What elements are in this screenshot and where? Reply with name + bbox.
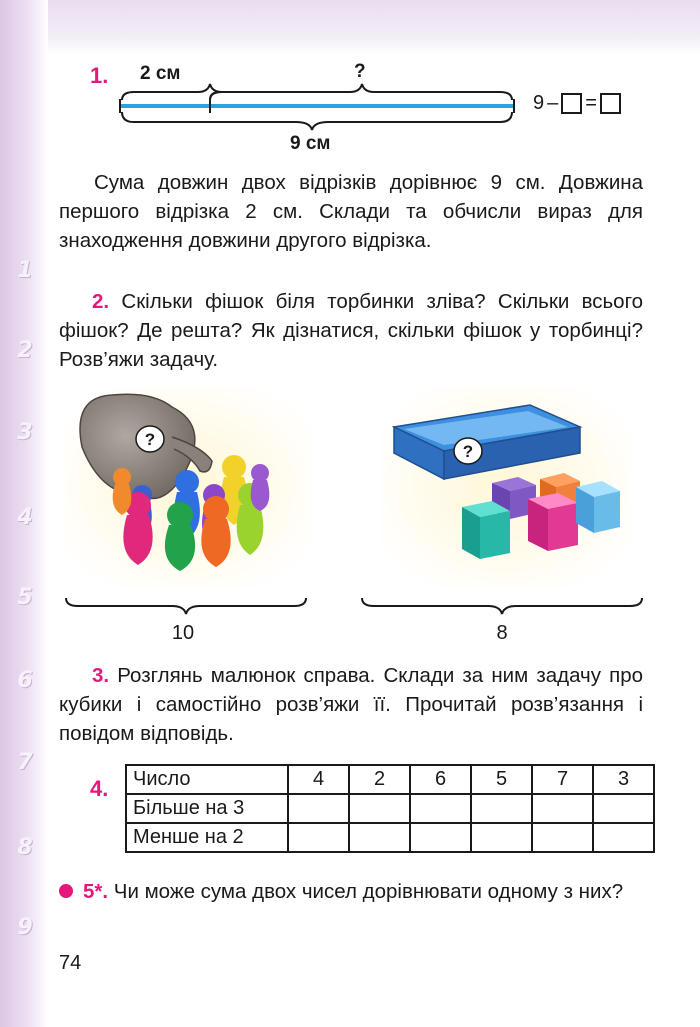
cube-pink [528, 493, 578, 551]
expression-minuend: 9 [533, 92, 545, 114]
task-1-number: 1. [90, 63, 109, 88]
segment-part-label: 2 см [140, 63, 181, 84]
side-number: 5 [17, 585, 33, 610]
row-header: Менше на 2 [126, 823, 288, 852]
side-number: 8 [17, 835, 33, 860]
number-cell: 5 [471, 765, 532, 794]
answer-cell[interactable] [288, 794, 349, 823]
task-3-paragraph [59, 661, 643, 748]
answer-cell[interactable] [288, 823, 349, 852]
pawn-orange-2 [113, 468, 132, 515]
pawn-orange [201, 496, 230, 567]
task-2-number: 2. [92, 290, 110, 313]
expression-minus: – [547, 92, 559, 114]
bag-with-pawns-illustration [62, 387, 312, 587]
side-number: 4 [17, 505, 33, 530]
cube-blue [576, 481, 620, 533]
answer-cell[interactable] [532, 823, 593, 852]
bag-question-mark: ? [144, 430, 156, 449]
answer-cell[interactable] [349, 823, 410, 852]
task-4-number: 4. [90, 776, 109, 801]
answer-cell[interactable] [593, 794, 654, 823]
box-question-mark: ? [462, 442, 474, 461]
side-number: 1 [17, 258, 33, 283]
answer-cell[interactable] [471, 823, 532, 852]
side-number: 3 [17, 420, 33, 445]
task-3-number: 3. [92, 664, 110, 687]
task-3-text: Розглянь малюнок справа. Склади за ним задачу про кубики і самостійно розв’яжи її. Прочитай розв’язання і повідом відповідь. [59, 664, 643, 745]
right-brace [358, 596, 648, 616]
expression [533, 92, 621, 115]
answer-cell[interactable] [410, 794, 471, 823]
answer-cell[interactable] [471, 794, 532, 823]
answer-box-1[interactable] [561, 93, 582, 114]
box-with-cubes-illustration [380, 387, 630, 587]
side-number: 7 [17, 750, 33, 775]
answer-cell[interactable] [349, 794, 410, 823]
page-number: 74 [59, 952, 82, 974]
page-side-band [0, 0, 48, 1027]
unknown-brace [210, 84, 512, 100]
side-number: 2 [17, 338, 33, 363]
number-cell: 3 [593, 765, 654, 794]
segment-diagram [110, 80, 520, 135]
side-number: 6 [17, 668, 33, 693]
left-total-label: 10 [171, 622, 195, 644]
task-1-text: Сума довжин двох відрізків дорівнює 9 см. Довжина першого відрізка 2 см. Склади та обчисли вираз для знаходження довжини другого відрізка. [59, 171, 643, 252]
answer-cell[interactable] [532, 794, 593, 823]
table-row [126, 794, 654, 823]
number-cell: 2 [349, 765, 410, 794]
number-table [125, 764, 655, 853]
row-header: Число [126, 765, 288, 794]
right-total-label: 8 [496, 622, 508, 644]
number-cell: 7 [532, 765, 593, 794]
pawn-purple-2 [251, 464, 270, 511]
segment-total-label: 9 см [290, 133, 331, 154]
row-header: Більше на 3 [126, 794, 288, 823]
cube-teal [462, 501, 510, 559]
total-brace [122, 112, 512, 130]
task-5-number: 5*. [83, 880, 109, 903]
answer-cell[interactable] [410, 823, 471, 852]
answer-cell[interactable] [593, 823, 654, 852]
table-row [126, 823, 654, 852]
pawn-green [165, 502, 195, 571]
table-row [126, 765, 654, 794]
part-brace [122, 84, 222, 100]
expression-equals: = [585, 92, 597, 114]
segment-unknown-label: ? [354, 61, 366, 82]
task-5-text: Чи може сума двох чисел дорівнювати одному з них? [113, 880, 624, 903]
side-number: 9 [17, 915, 33, 940]
task-2-paragraph [59, 287, 643, 374]
number-cell: 6 [410, 765, 471, 794]
answer-box-2[interactable] [600, 93, 621, 114]
number-cell: 4 [288, 765, 349, 794]
task-2-text: Скільки фішок біля торбинки зліва? Скільки всього фішок? Де решта? Як дізнатися, скільки фішок у торбинці? Розв’яжи задачу. [59, 290, 643, 371]
left-brace [62, 596, 312, 616]
task-5-paragraph [59, 877, 643, 906]
page-top-band [0, 0, 700, 54]
